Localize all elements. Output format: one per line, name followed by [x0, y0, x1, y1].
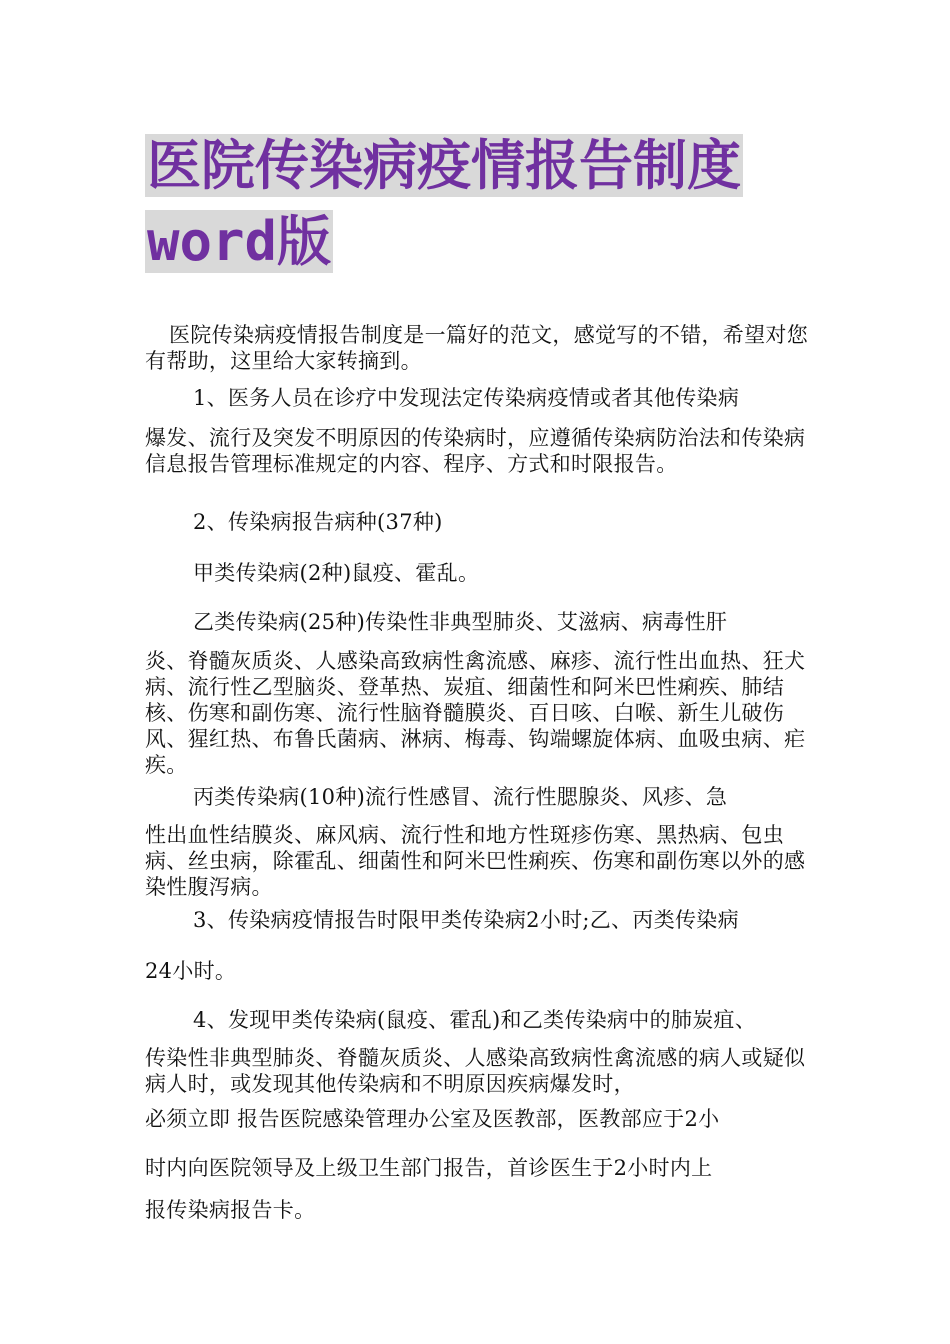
- item-2-heading: 2、传染病报告病种(37种): [193, 510, 443, 534]
- class-c-body: 性出血性结膜炎、麻风病、流行性和地方性斑疹伤寒、黑热病、包虫病、丝虫病，除霍乱、细菌性和阿米巴性痢疾、伤寒和副伤寒以外的感染性腹泻病。: [145, 823, 806, 899]
- document-title: [145, 128, 825, 280]
- item-4-line-5: 报传染病报告卡。: [145, 1198, 316, 1222]
- class-b-heading: 乙类传染病(25种)传染性非典型肺炎、艾滋病、病毒性肝: [193, 610, 728, 634]
- item-4-heading: 4、发现甲类传染病(鼠疫、霍乱)和乙类传染病中的肺炭疽、: [193, 1008, 757, 1032]
- class-b-body: 炎、脊髓灰质炎、人感染高致病性禽流感、麻疹、流行性出血热、狂犬病、流行性乙型脑炎、登革热、炭疽、细菌性和阿米巴性痢疾、肺结核、伤寒和副伤寒、流行性脑脊髓膜炎、百日咳、白喉、新生儿破伤风、猩红热、布鲁氏菌病、淋病、梅毒、钩端螺旋体病、血吸虫病、疟疾。: [145, 649, 806, 777]
- item-1-heading: 1、医务人员在诊疗中发现法定传染病疫情或者其他传染病: [193, 386, 740, 410]
- item-3-body: 24小时。: [145, 959, 237, 983]
- item-4-line-3: 必须立即 报告医院感染管理办公室及医教部，医教部应于2小: [145, 1107, 720, 1131]
- item-4-line-4: 时内向医院领导及上级卫生部门报告，首诊医生于2小时内上: [145, 1156, 713, 1180]
- item-4-body: 传染性非典型肺炎、脊髓灰质炎、人感染高致病性禽流感的病人或疑似病人时，或发现其他传染病和不明原因疾病爆发时，: [145, 1046, 806, 1096]
- item-1-body: 爆发、流行及突发不明原因的传染病时，应遵循传染病防治法和传染病信息报告管理标准规定的内容、程序、方式和时限报告。: [145, 426, 806, 476]
- item-3-heading: 3、传染病疫情报告时限甲类传染病2小时;乙、丙类传染病: [193, 908, 739, 932]
- title-line-2: word版: [147, 210, 332, 273]
- title-line-1: 医院传染病疫情报告制度: [147, 134, 741, 197]
- class-c-heading: 丙类传染病(10种)流行性感冒、流行性腮腺炎、风疹、急: [193, 785, 728, 809]
- intro-paragraph: 医院传染病疫情报告制度是一篇好的范文，感觉写的不错，希望对您有帮助，这里给大家转摘到。: [145, 323, 808, 373]
- class-a-diseases: 甲类传染病(2种)鼠疫、霍乱。: [193, 561, 480, 585]
